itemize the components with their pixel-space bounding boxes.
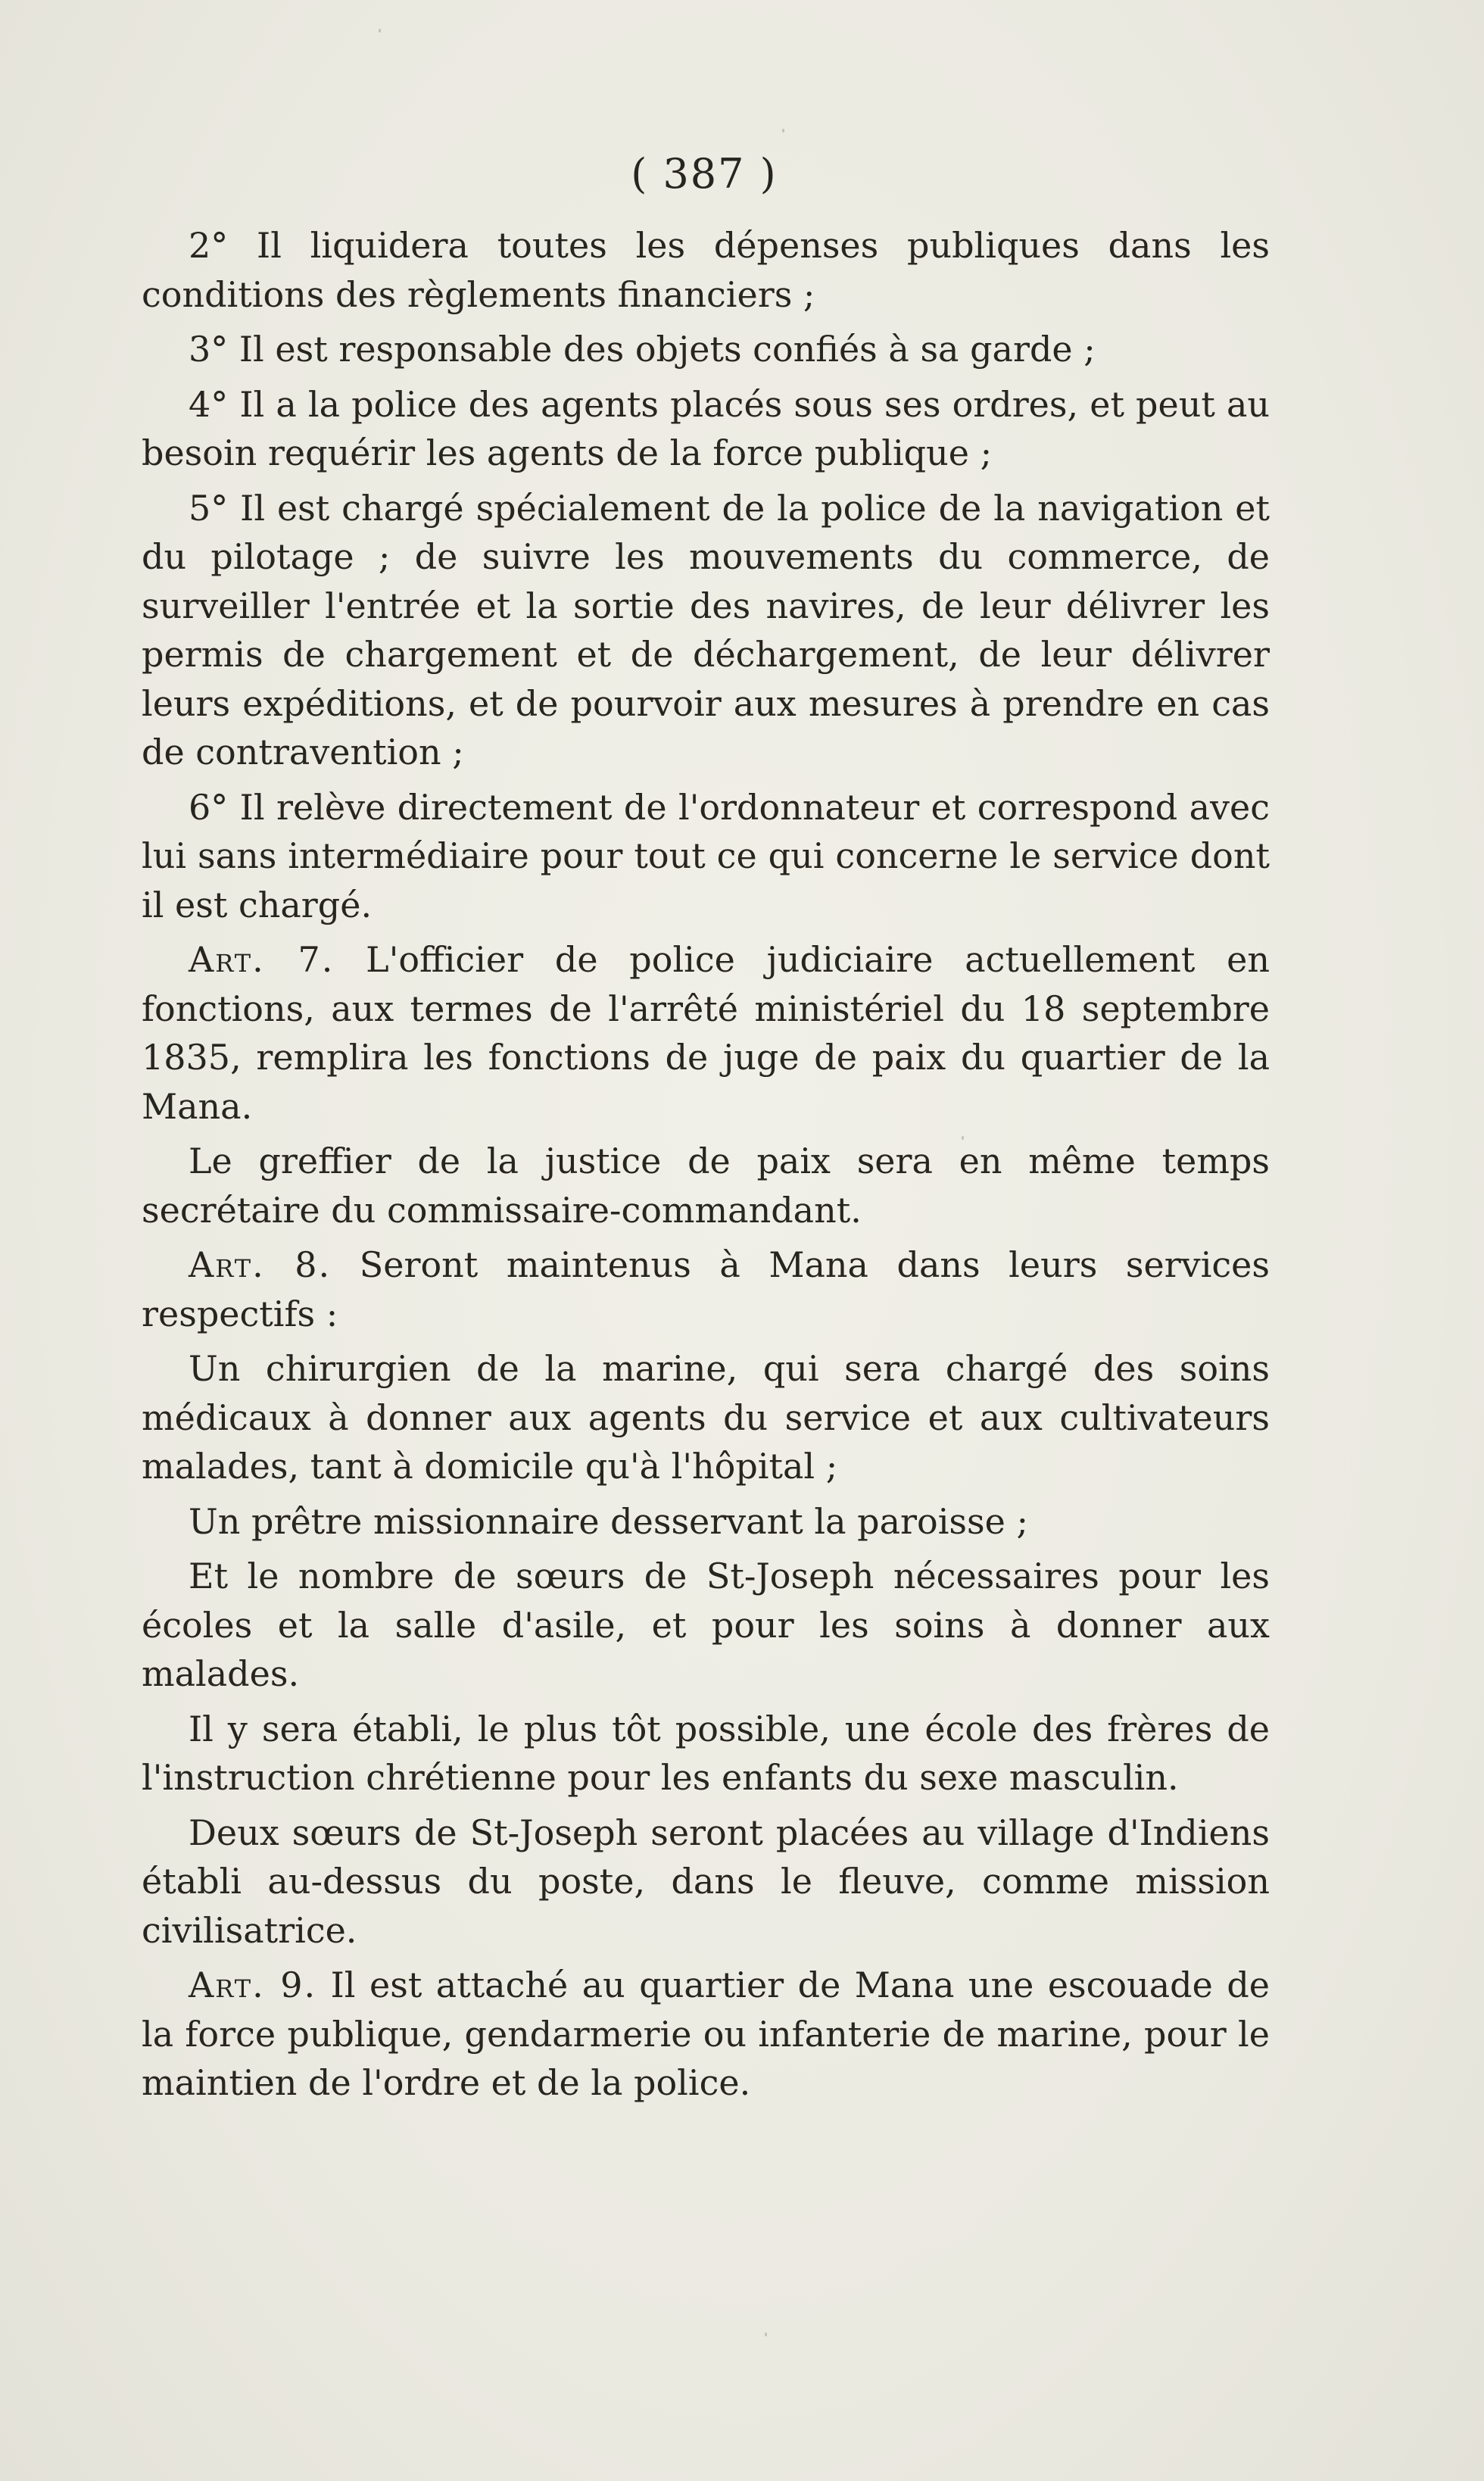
paper-speck bbox=[379, 29, 381, 33]
article-9 bbox=[142, 1961, 1270, 2108]
paragraph-soeurs bbox=[142, 1552, 1270, 1699]
page-number: ( 387 ) bbox=[631, 150, 778, 198]
article-8 bbox=[142, 1240, 1270, 1338]
paragraph-text: 6° Il relève directement de l'ordonnateur et correspond avec lui sans intermédiaire pour tout ce qui concerne le service dont il est chargé. bbox=[142, 786, 1270, 925]
paper-speck bbox=[782, 129, 784, 133]
article-label: Art. 9. bbox=[189, 1965, 317, 2005]
paper-speck bbox=[962, 1136, 964, 1140]
paragraph-pretre bbox=[142, 1497, 1270, 1546]
article-text: L'officier de police judiciaire actuellement en fonctions, aux termes de l'arrêté ministériel du 18 septembre 1835, remplira les fonctions de juge de paix du quartier de la Mana. bbox=[142, 939, 1270, 1127]
article-7 bbox=[142, 935, 1270, 1131]
paragraph-text: 5° Il est chargé spécialement de la police de la navigation et du pilotage ; de suivre les mouvements du commerce, de surveiller l'entrée et la sortie des navires, de leur délivrer les permis de chargement et de déchargement, de leur délivrer leurs expéditions, et de pourvoir aux mesures à prendre en cas de contravention ; bbox=[142, 487, 1270, 772]
paragraph-text: Il y sera établi, le plus tôt possible, une école des frères de l'instruction chrétienne pour les enfants du sexe masculin. bbox=[142, 1708, 1270, 1798]
body-text bbox=[142, 221, 1270, 2114]
paragraph-item-2 bbox=[142, 221, 1270, 319]
paragraph-item-6 bbox=[142, 783, 1270, 930]
paragraph-item-3 bbox=[142, 325, 1270, 374]
paragraph-text: Un prêtre missionnaire desservant la paroisse ; bbox=[189, 1500, 1028, 1542]
paragraph-text: 3° Il est responsable des objets confiés à sa garde ; bbox=[189, 329, 1096, 370]
paragraph-text: Le greffier de la justice de paix sera en même temps secrétaire du commissaire-commandant. bbox=[142, 1141, 1270, 1231]
paragraph-text: 2° Il liquidera toutes les dépenses publiques dans les conditions des règlements financiers ; bbox=[142, 225, 1270, 315]
article-label: Art. 7. bbox=[189, 939, 335, 980]
paragraph-item-5 bbox=[142, 484, 1270, 777]
paragraph-text: Deux sœurs de St-Joseph seront placées au village d'Indiens établi au-dessus du poste, dans le fleuve, comme mission civilisatrice. bbox=[142, 1812, 1270, 1951]
paragraph-chirurgien bbox=[142, 1344, 1270, 1491]
article-text: Seront maintenus à Mana dans leurs services respectifs : bbox=[142, 1244, 1270, 1334]
paragraph-greffier bbox=[142, 1137, 1270, 1234]
article-text: Il est attaché au quartier de Mana une escouade de la force publique, gendarmerie ou infanterie de marine, pour le maintien de l'ordre et de la police. bbox=[142, 1965, 1270, 2103]
paragraph-text: Un chirurgien de la marine, qui sera chargé des soins médicaux à donner aux agents du service et aux cultivateurs malades, tant à domicile qu'à l'hôpital ; bbox=[142, 1348, 1270, 1487]
paragraph-ecole bbox=[142, 1705, 1270, 1802]
article-label: Art. 8. bbox=[189, 1244, 332, 1285]
paragraph-indiens bbox=[142, 1808, 1270, 1955]
paragraph-item-4 bbox=[142, 380, 1270, 478]
paragraph-text: 4° Il a la police des agents placés sous ses ordres, et peut au besoin requérir les agents de la force publique ; bbox=[142, 383, 1270, 473]
paper-speck bbox=[765, 2333, 767, 2336]
paragraph-text: Et le nombre de sœurs de St-Joseph nécessaires pour les écoles et la salle d'asile, et pour les soins à donner aux malades. bbox=[142, 1556, 1270, 1694]
